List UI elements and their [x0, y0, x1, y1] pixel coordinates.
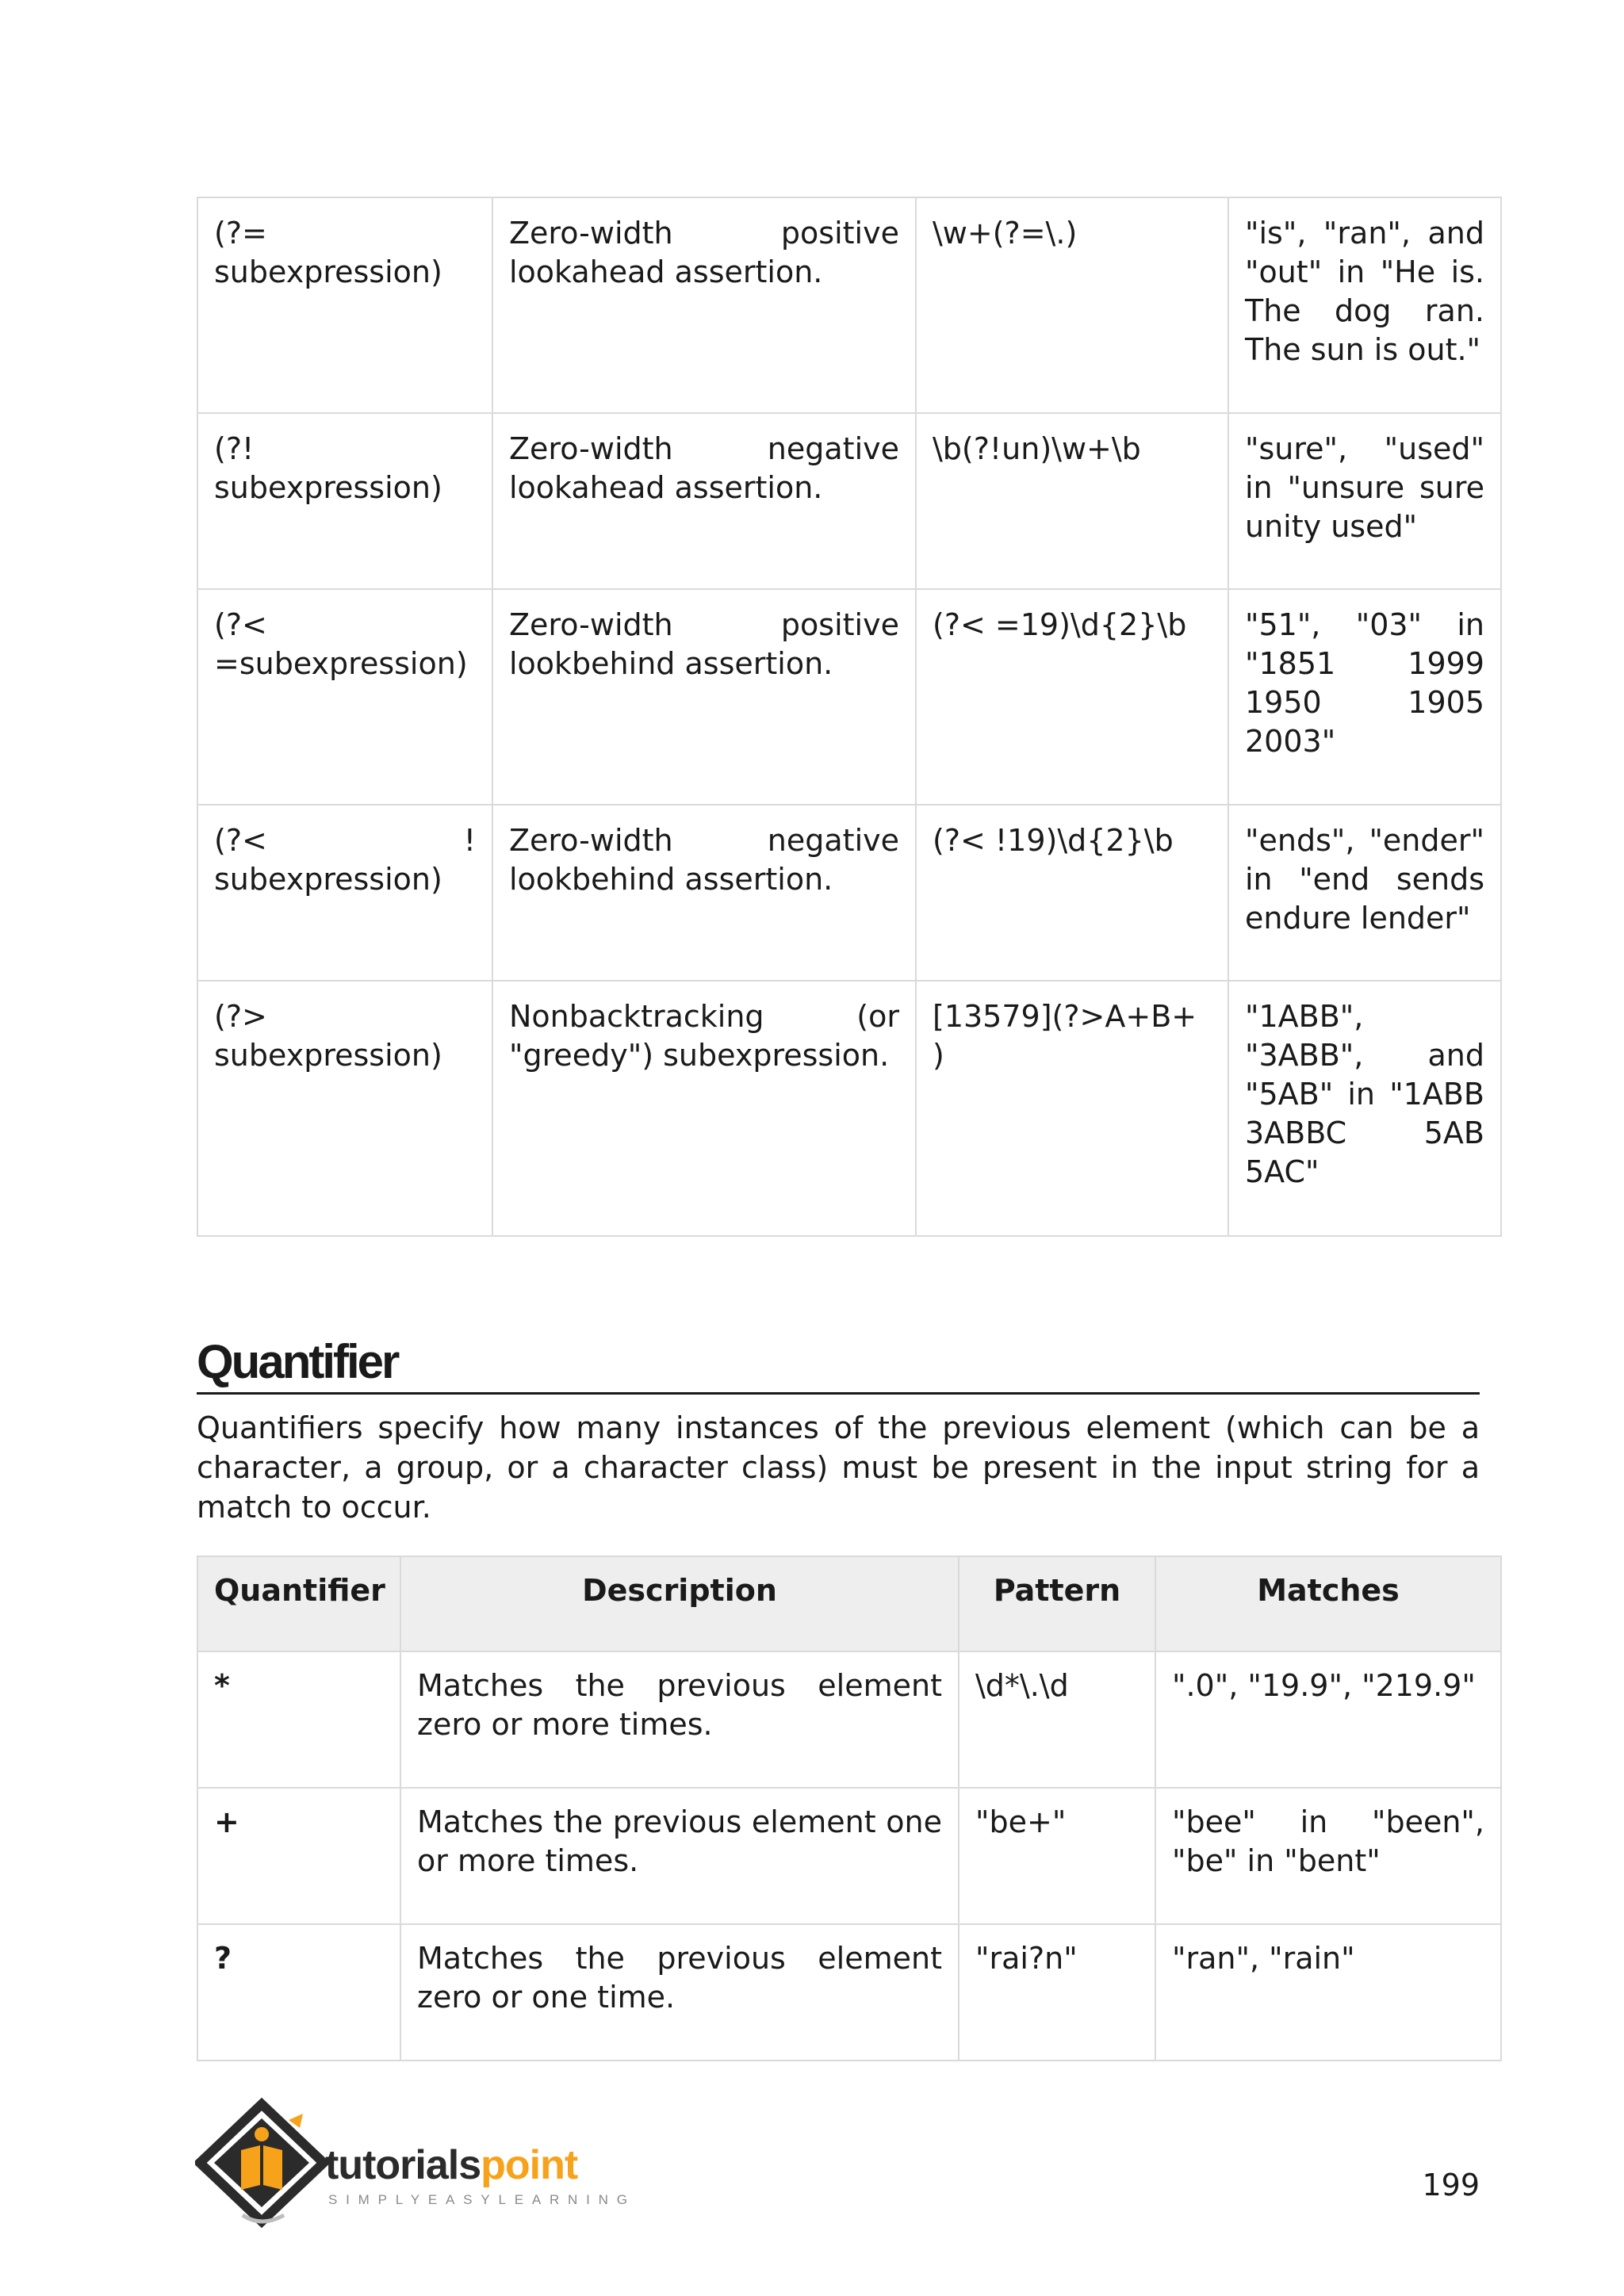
table-row — [197, 197, 1501, 413]
pattern-cell: (?< =19)\d{2}\b — [916, 589, 1228, 805]
tutorialspoint-logo — [195, 2096, 655, 2231]
construct-cell: (?> subexpression) — [197, 981, 492, 1236]
matches-cell: "bee" in "been", "be" in "bent" — [1155, 1788, 1501, 1924]
table-row — [197, 1924, 1501, 2061]
pattern-cell: \d*\.\d — [959, 1651, 1155, 1788]
quantifier-cell: + — [197, 1788, 400, 1924]
matches-cell: "is", "ran", and "out" in "He is. The dog ran. The sun is out." — [1228, 197, 1501, 413]
construct-cell: (?< =subexpression) — [197, 589, 492, 805]
header-pattern: Pattern — [959, 1556, 1155, 1651]
table-row — [197, 589, 1501, 805]
header-description: Description — [400, 1556, 959, 1651]
construct-cell: (?< ! subexpression) — [197, 805, 492, 981]
table-row — [197, 413, 1501, 589]
matches-cell: "sure", "used" in "unsure sure unity used" — [1228, 413, 1501, 589]
svg-text:tutorialspoint — [325, 2142, 578, 2188]
header-matches: Matches — [1155, 1556, 1501, 1651]
matches-cell: "ran", "rain" — [1155, 1924, 1501, 2061]
grouping-constructs-table — [197, 197, 1502, 1237]
quantifier-cell: * — [197, 1651, 400, 1788]
matches-cell: "ends", "ender" in "end sends endure lender" — [1228, 805, 1501, 981]
matches-cell: "51", "03" in "1851 1999 1950 1905 2003" — [1228, 589, 1501, 805]
pattern-cell: "rai?n" — [959, 1924, 1155, 2061]
page-number: 199 — [1422, 2168, 1480, 2202]
matches-cell: ".0", "19.9", "219.9" — [1155, 1651, 1501, 1788]
description-cell: Matches the previous element zero or more times. — [400, 1651, 959, 1788]
table-row — [197, 1651, 1501, 1788]
description-cell: Matches the previous element one or more times. — [400, 1788, 959, 1924]
pattern-cell: [13579](?>A+B+ ) — [916, 981, 1228, 1236]
table-row — [197, 981, 1501, 1236]
description-cell: Matches the previous element zero or one time. — [400, 1924, 959, 2061]
pattern-cell: \b(?!un)\w+\b — [916, 413, 1228, 589]
table-header-row — [197, 1556, 1501, 1651]
description-cell: Zero-width negative lookbehind assertion. — [492, 805, 916, 981]
table-row — [197, 1788, 1501, 1924]
description-cell: Nonbacktracking (or "greedy") subexpression. — [492, 981, 916, 1236]
pattern-cell: "be+" — [959, 1788, 1155, 1924]
header-quantifier: Quantifier — [197, 1556, 400, 1651]
table-row — [197, 805, 1501, 981]
description-cell: Zero-width negative lookahead assertion. — [492, 413, 916, 589]
pattern-cell: \w+(?=\.) — [916, 197, 1228, 413]
description-cell: Zero-width positive lookahead assertion. — [492, 197, 916, 413]
logo-diamond-icon — [200, 2104, 324, 2221]
pattern-cell: (?< !19)\d{2}\b — [916, 805, 1228, 981]
quantifier-cell: ? — [197, 1924, 400, 2061]
matches-cell: "1ABB", "3ABB", and "5AB" in "1ABB 3ABBC 5AB 5AC" — [1228, 981, 1501, 1236]
logo-text-tutorials: tutorials — [325, 2142, 481, 2188]
logo-text-point: point — [481, 2142, 578, 2188]
section-intro-paragraph: Quantifiers specify how many instances of the previous element (which can be a character, a group, or a character class) must be present in the input string for a match to occur. — [197, 1410, 1480, 1525]
logo-tagline: SIMPLYEASYLEARNING — [328, 2192, 636, 2207]
construct-cell: (?= subexpression) — [197, 197, 492, 413]
construct-cell: (?! subexpression) — [197, 413, 492, 589]
description-cell: Zero-width positive lookbehind assertion. — [492, 589, 916, 805]
quantifier-table — [197, 1556, 1502, 2061]
section-heading: Quantifier — [197, 1332, 1480, 1395]
